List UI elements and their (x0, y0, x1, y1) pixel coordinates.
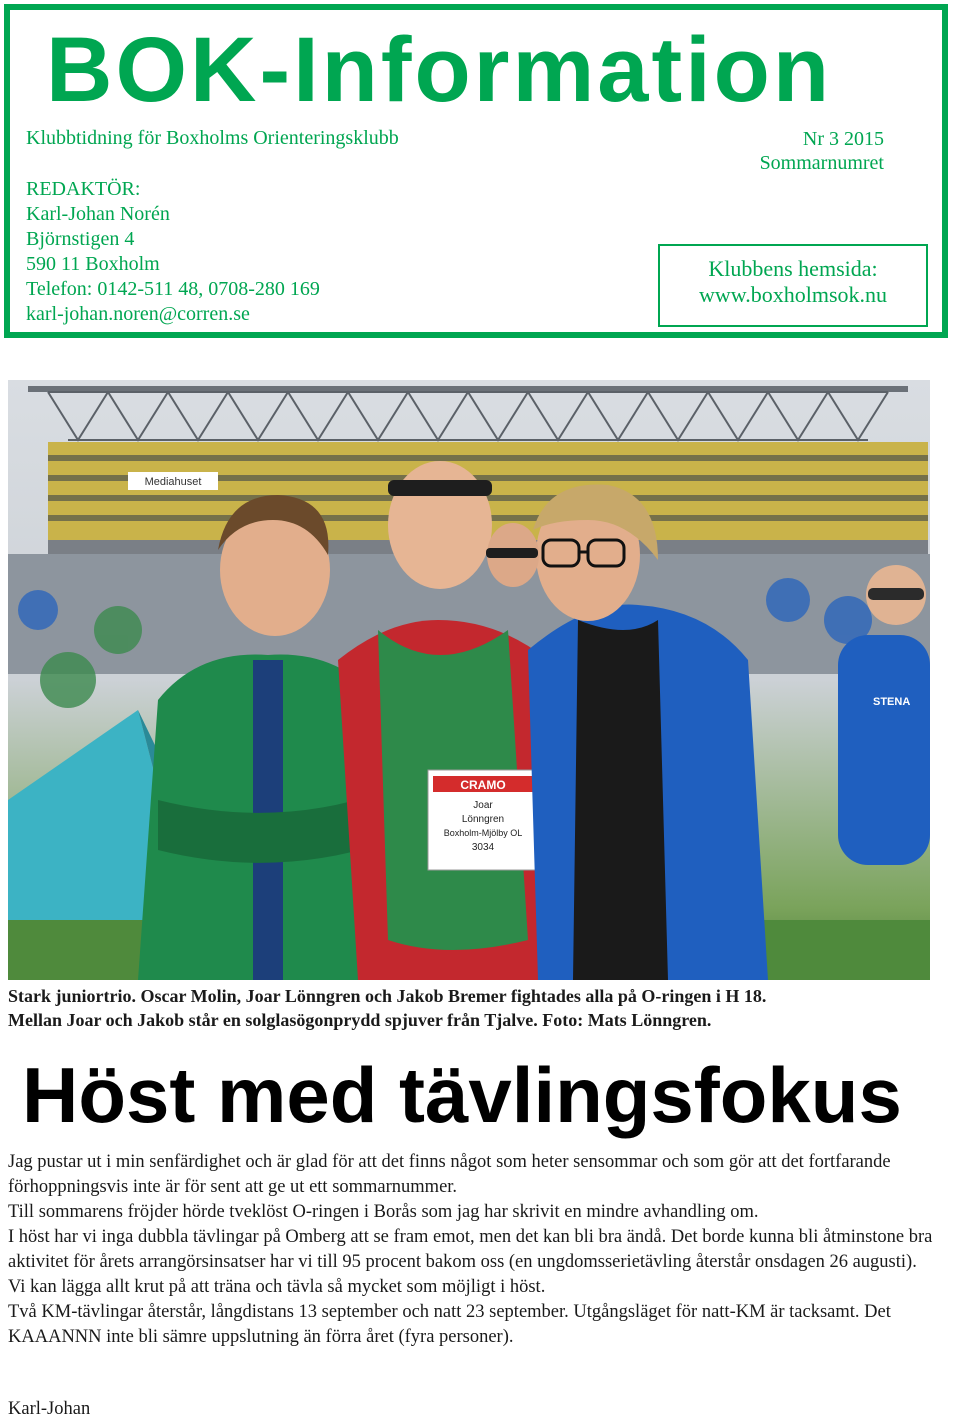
photo-caption (8, 984, 948, 1032)
editor-street: Björnstigen 4 (26, 228, 135, 250)
website-box (658, 244, 928, 327)
editor-city: 590 11 Boxholm (26, 253, 160, 275)
editor-phone: Telefon: 0142-511 48, 0708-280 169 (26, 278, 320, 300)
bib-club: Boxholm-Mjölby OL (443, 828, 523, 838)
article-paragraph: Till sommarens fröjder hörde tveklöst O-ringen i Borås som jag har skrivit en mindre avhandling om. (8, 1202, 759, 1222)
article-paragraph: Vi kan lägga allt krut på att träna och tävla så mycket som möjligt i höst. (8, 1277, 546, 1297)
cover-photo (8, 380, 930, 980)
issue-info (760, 127, 884, 175)
article-body (8, 1150, 953, 1350)
bib-number: 3034 (471, 842, 495, 853)
stadium-roof (28, 386, 908, 440)
jacket-sponsor: STENA (873, 696, 911, 708)
article-signature: Karl-Johan (8, 1399, 91, 1419)
bib-first-name: Joar (473, 800, 493, 811)
caption-line-1: Stark juniortrio. Oscar Molin, Joar Lönngren och Jakob Bremer fightades alla på O-ringen i H 18. (8, 986, 767, 1006)
article-paragraph: I höst har vi inga dubbla tävlingar på Omberg att se fram emot, men det kan bli bra ändå. Det borde kunna bli åtminstone bra aktivitet för årets arrangörsinsatser har vi till 95 procent bakom oss (en ungdomsserietävling återstår onsdagen 26 augusti). (8, 1227, 933, 1272)
editor-name: Karl-Johan Norén (26, 203, 170, 225)
issue-season: Sommarnumret (759, 152, 884, 174)
website-link[interactable]: www.boxholmsok.nu (698, 282, 888, 307)
masthead-subtitle: Klubbtidning för Boxholms Orienteringsklubb (26, 127, 399, 149)
bib-sponsor: CRAMO (460, 778, 506, 792)
article-paragraph: Jag pustar ut i min senfärdighet och är glad för att det finns något som heter sensommar och som gör att det fortfarande förhoppningsvis inte är för sent att ge ut ett sommarnummer. (8, 1152, 891, 1197)
bib-last-name: Lönngren (461, 814, 505, 825)
editor-contact (26, 177, 320, 327)
editor-heading: REDAKTÖR: (26, 178, 141, 200)
article-paragraph: Två KM-tävlingar återstår, långdistans 13 september och natt 23 september. Utgångsläget för natt-KM är tacksamt. Det KAAANNN inte bli sämre uppslutning än förra året (fyra personer). (8, 1302, 891, 1347)
stand-sign: Mediahuset (144, 476, 202, 488)
website-label: Klubbens hemsida: (708, 256, 878, 281)
article-headline: Höst med tävlingsfokus (22, 1051, 902, 1139)
masthead-title: BOK-Information (46, 19, 833, 121)
editor-email[interactable]: karl-johan.noren@corren.se (26, 303, 250, 325)
issue-number: Nr 3 2015 (802, 128, 884, 150)
caption-line-2: Mellan Joar och Jakob står en solglasögonprydd spjuver från Tjalve. Foto: Mats Lönngren. (8, 1010, 712, 1030)
